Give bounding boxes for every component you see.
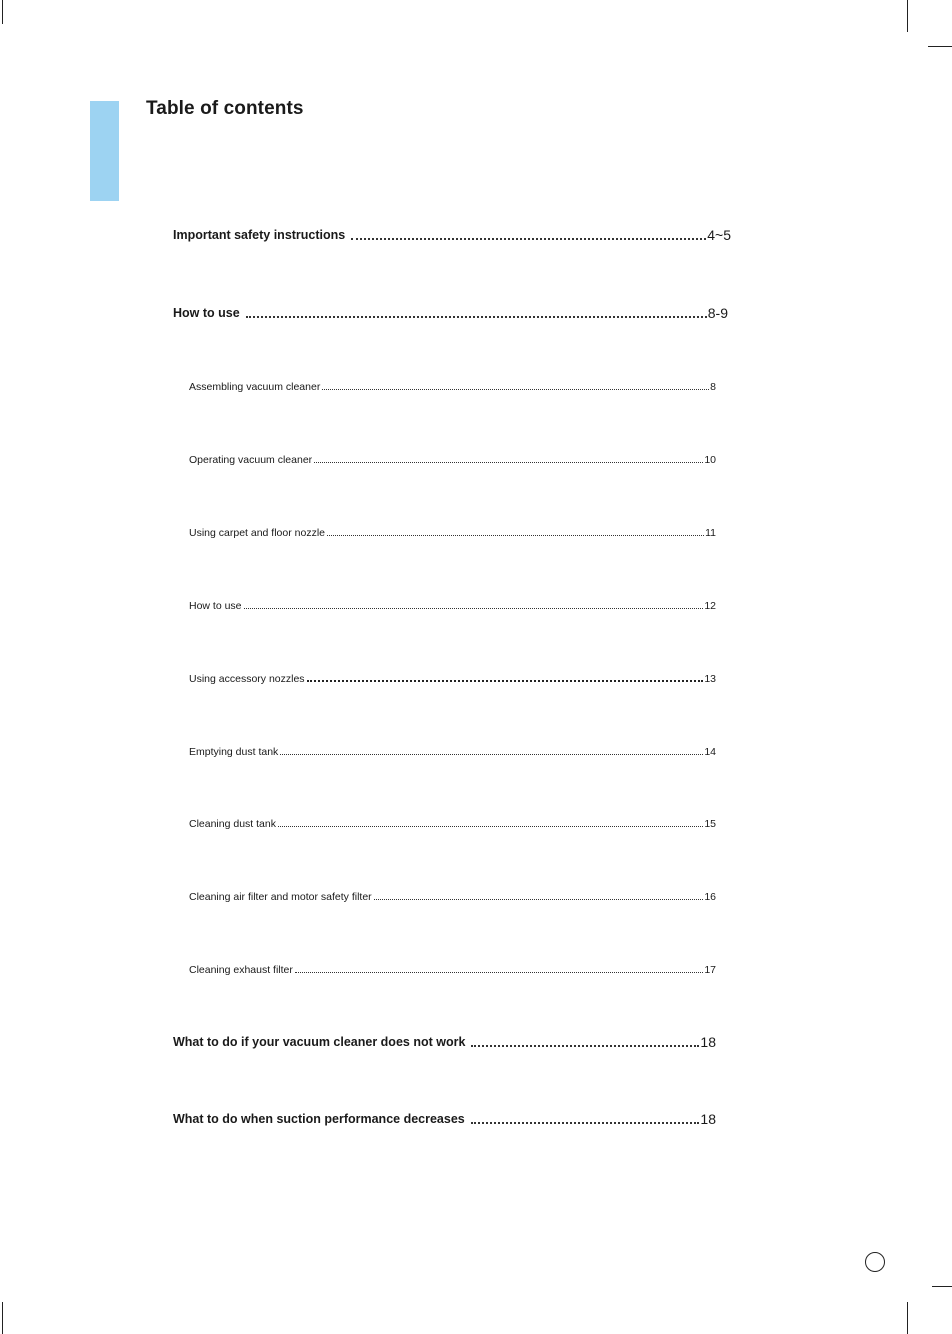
toc-entry-label: What to do when suction performance decreases <box>173 1112 465 1126</box>
crop-mark-top-right-horizontal <box>928 46 952 47</box>
dot-leader <box>322 388 709 390</box>
dot-leader <box>280 753 703 755</box>
toc-subentry-label: Using carpet and floor nozzle <box>189 527 325 539</box>
toc-subentry-label: Cleaning dust tank <box>189 818 276 830</box>
dot-leader <box>351 237 706 240</box>
toc-entry-page: 18 <box>700 1111 716 1127</box>
toc-subentry-operating[interactable] <box>189 454 716 466</box>
dot-leader <box>307 679 704 682</box>
toc-subentry-exhaust-filter[interactable] <box>189 964 716 976</box>
toc-subentry-accessory-nozzles[interactable] <box>189 673 716 685</box>
toc-subentry-page: 13 <box>704 673 716 685</box>
toc-subentry-page: 16 <box>704 891 716 903</box>
dot-leader <box>246 315 707 318</box>
toc-entry-safety[interactable] <box>173 228 731 242</box>
crop-mark-bottom-right-vertical <box>907 1302 908 1334</box>
page-title: Table of contents <box>146 98 304 119</box>
toc-entry-label: Important safety instructions <box>173 228 346 242</box>
toc-entry-suction-decreases[interactable] <box>173 1112 716 1126</box>
toc-subentry-label: Assembling vacuum cleaner <box>189 381 321 393</box>
dot-leader <box>471 1044 699 1047</box>
dot-leader <box>278 825 703 827</box>
toc-entry-label: What to do if your vacuum cleaner does not work <box>173 1035 466 1049</box>
toc-entry-page: 4~5 <box>707 227 731 243</box>
crop-mark-top-right-vertical <box>907 0 908 32</box>
toc-subentry-how-to-use[interactable] <box>189 600 716 612</box>
crop-mark-bottom-right-horizontal <box>932 1286 952 1287</box>
toc-subentry-label: Cleaning air filter and motor safety filter <box>189 891 372 903</box>
toc-subentry-assembling[interactable] <box>189 381 716 393</box>
toc-subentry-page: 14 <box>704 746 716 758</box>
dot-leader <box>244 607 704 609</box>
toc-subentry-label: Cleaning exhaust filter <box>189 964 293 976</box>
page-number-circle <box>865 1252 885 1272</box>
toc-subentry-page: 17 <box>704 964 716 976</box>
crop-mark-bottom-left <box>2 1302 3 1334</box>
toc-subentry-air-filter[interactable] <box>189 891 716 903</box>
toc-subentry-page: 12 <box>704 600 716 612</box>
toc-entry-does-not-work[interactable] <box>173 1035 716 1049</box>
dot-leader <box>471 1121 700 1124</box>
crop-mark-top-left <box>2 0 3 24</box>
toc-subentry-page: 11 <box>705 527 716 539</box>
section-accent-bar <box>90 101 119 201</box>
toc-subentry-cleaning-dust-tank[interactable] <box>189 818 716 830</box>
toc-subentry-carpet-nozzle[interactable] <box>189 527 716 539</box>
toc-subentry-emptying-dust-tank[interactable] <box>189 746 716 758</box>
toc-subentry-page: 15 <box>704 818 716 830</box>
dot-leader <box>314 461 703 463</box>
toc-entry-how-to-use[interactable] <box>173 306 728 320</box>
toc-entry-page: 8-9 <box>707 305 728 321</box>
dot-leader <box>374 898 704 900</box>
dot-leader <box>327 534 704 536</box>
toc-subentry-label: How to use <box>189 600 242 612</box>
toc-subentry-page: 10 <box>704 454 716 466</box>
toc-subentry-label: Using accessory nozzles <box>189 673 305 685</box>
toc-subentry-label: Operating vacuum cleaner <box>189 454 313 466</box>
toc-subentry-page: 8 <box>710 381 716 393</box>
toc-entry-page: 18 <box>700 1034 716 1050</box>
toc-entry-label: How to use <box>173 306 240 320</box>
toc-subentry-label: Emptying dust tank <box>189 746 279 758</box>
dot-leader <box>295 971 703 973</box>
